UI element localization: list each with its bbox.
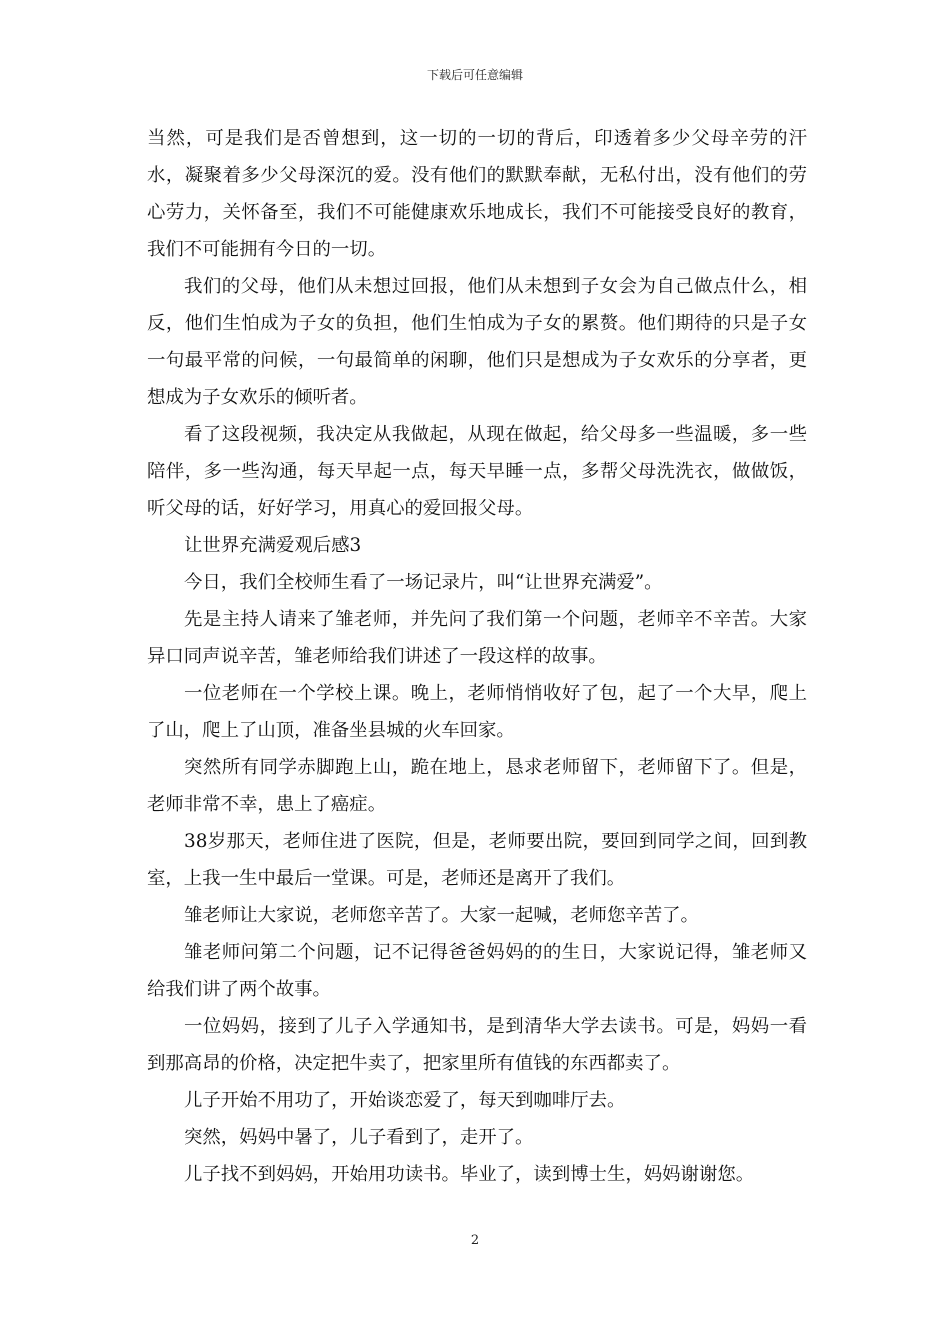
- paragraph-13: 儿子开始不用功了，开始谈恋爱了，每天到咖啡厅去。: [184, 1090, 626, 1111]
- paragraph-12: 一位妈妈，接到了儿子入学通知书，是到清华大学去读书。可是，妈妈一看到那高昂的价格，决定把牛卖了，把家里所有值钱的东西都卖了。: [147, 1016, 807, 1074]
- section-heading: 让世界充满爱观后感3: [184, 535, 362, 556]
- document-body: [147, 120, 807, 1193]
- paragraph-14: 突然，妈妈中暑了，儿子看到了，走开了。: [184, 1127, 534, 1148]
- paragraph-7: 一位老师在一个学校上课。晚上，老师悄悄收好了包，起了一个大早，爬上了山，爬上了山顶，准备坐县城的火车回家。: [147, 683, 807, 741]
- paragraph-2: 我们的父母，他们从未想过回报，他们从未想到子女会为自己做点什么，相反，他们生怕成为子女的负担，他们生怕成为子女的累赘。他们期待的只是子女一句最平常的问候，一句最简单的闲聊，他们只是想成为子女欢乐的分享者，更想成为子女欢乐的倾听者。: [147, 276, 807, 408]
- paragraph-6: 先是主持人请来了雏老师，并先问了我们第一个问题，老师辛不辛苦。大家异口同声说辛苦，雏老师给我们讲述了一段这样的故事。: [147, 609, 807, 667]
- paragraph-5: 今日，我们全校师生看了一场记录片，叫“让世界充满爱”。: [184, 572, 663, 593]
- paragraph-3: 看了这段视频，我决定从我做起，从现在做起，给父母多一些温暖，多一些陪伴，多一些沟通，每天早起一点，每天早睡一点，多帮父母洗洗衣，做做饭，听父母的话，好好学习，用真心的爱回报父母。: [147, 424, 807, 519]
- page-number: 2: [470, 1233, 480, 1248]
- paragraph-1: 当然，可是我们是否曾想到，这一切的一切的背后，印透着多少父母辛劳的汗水，凝聚着多少父母深沉的爱。没有他们的默默奉献，无私付出，没有他们的劳心劳力，关怀备至，我们不可能健康欢乐地成长，我们不可能接受良好的教育，我们不可能拥有今日的一切。: [147, 128, 807, 260]
- paragraph-15: 儿子找不到妈妈，开始用功读书。毕业了，读到博士生，妈妈谢谢您。: [184, 1164, 755, 1185]
- page-header: 下载后可任意编辑: [426, 68, 523, 82]
- paragraph-9: 38岁那天，老师住进了医院，但是，老师要出院，要回到同学之间，回到教室，上我一生中最后一堂课。可是，老师还是离开了我们。: [147, 831, 807, 889]
- paragraph-10: 雏老师让大家说，老师您辛苦了。大家一起喊，老师您辛苦了。: [184, 905, 699, 926]
- paragraph-11: 雏老师问第二个问题，记不记得爸爸妈妈的的生日，大家说记得，雏老师又给我们讲了两个故事。: [147, 942, 807, 1000]
- paragraph-8: 突然所有同学赤脚跑上山，跪在地上，恳求老师留下，老师留下了。但是，老师非常不幸，患上了癌症。: [147, 757, 807, 815]
